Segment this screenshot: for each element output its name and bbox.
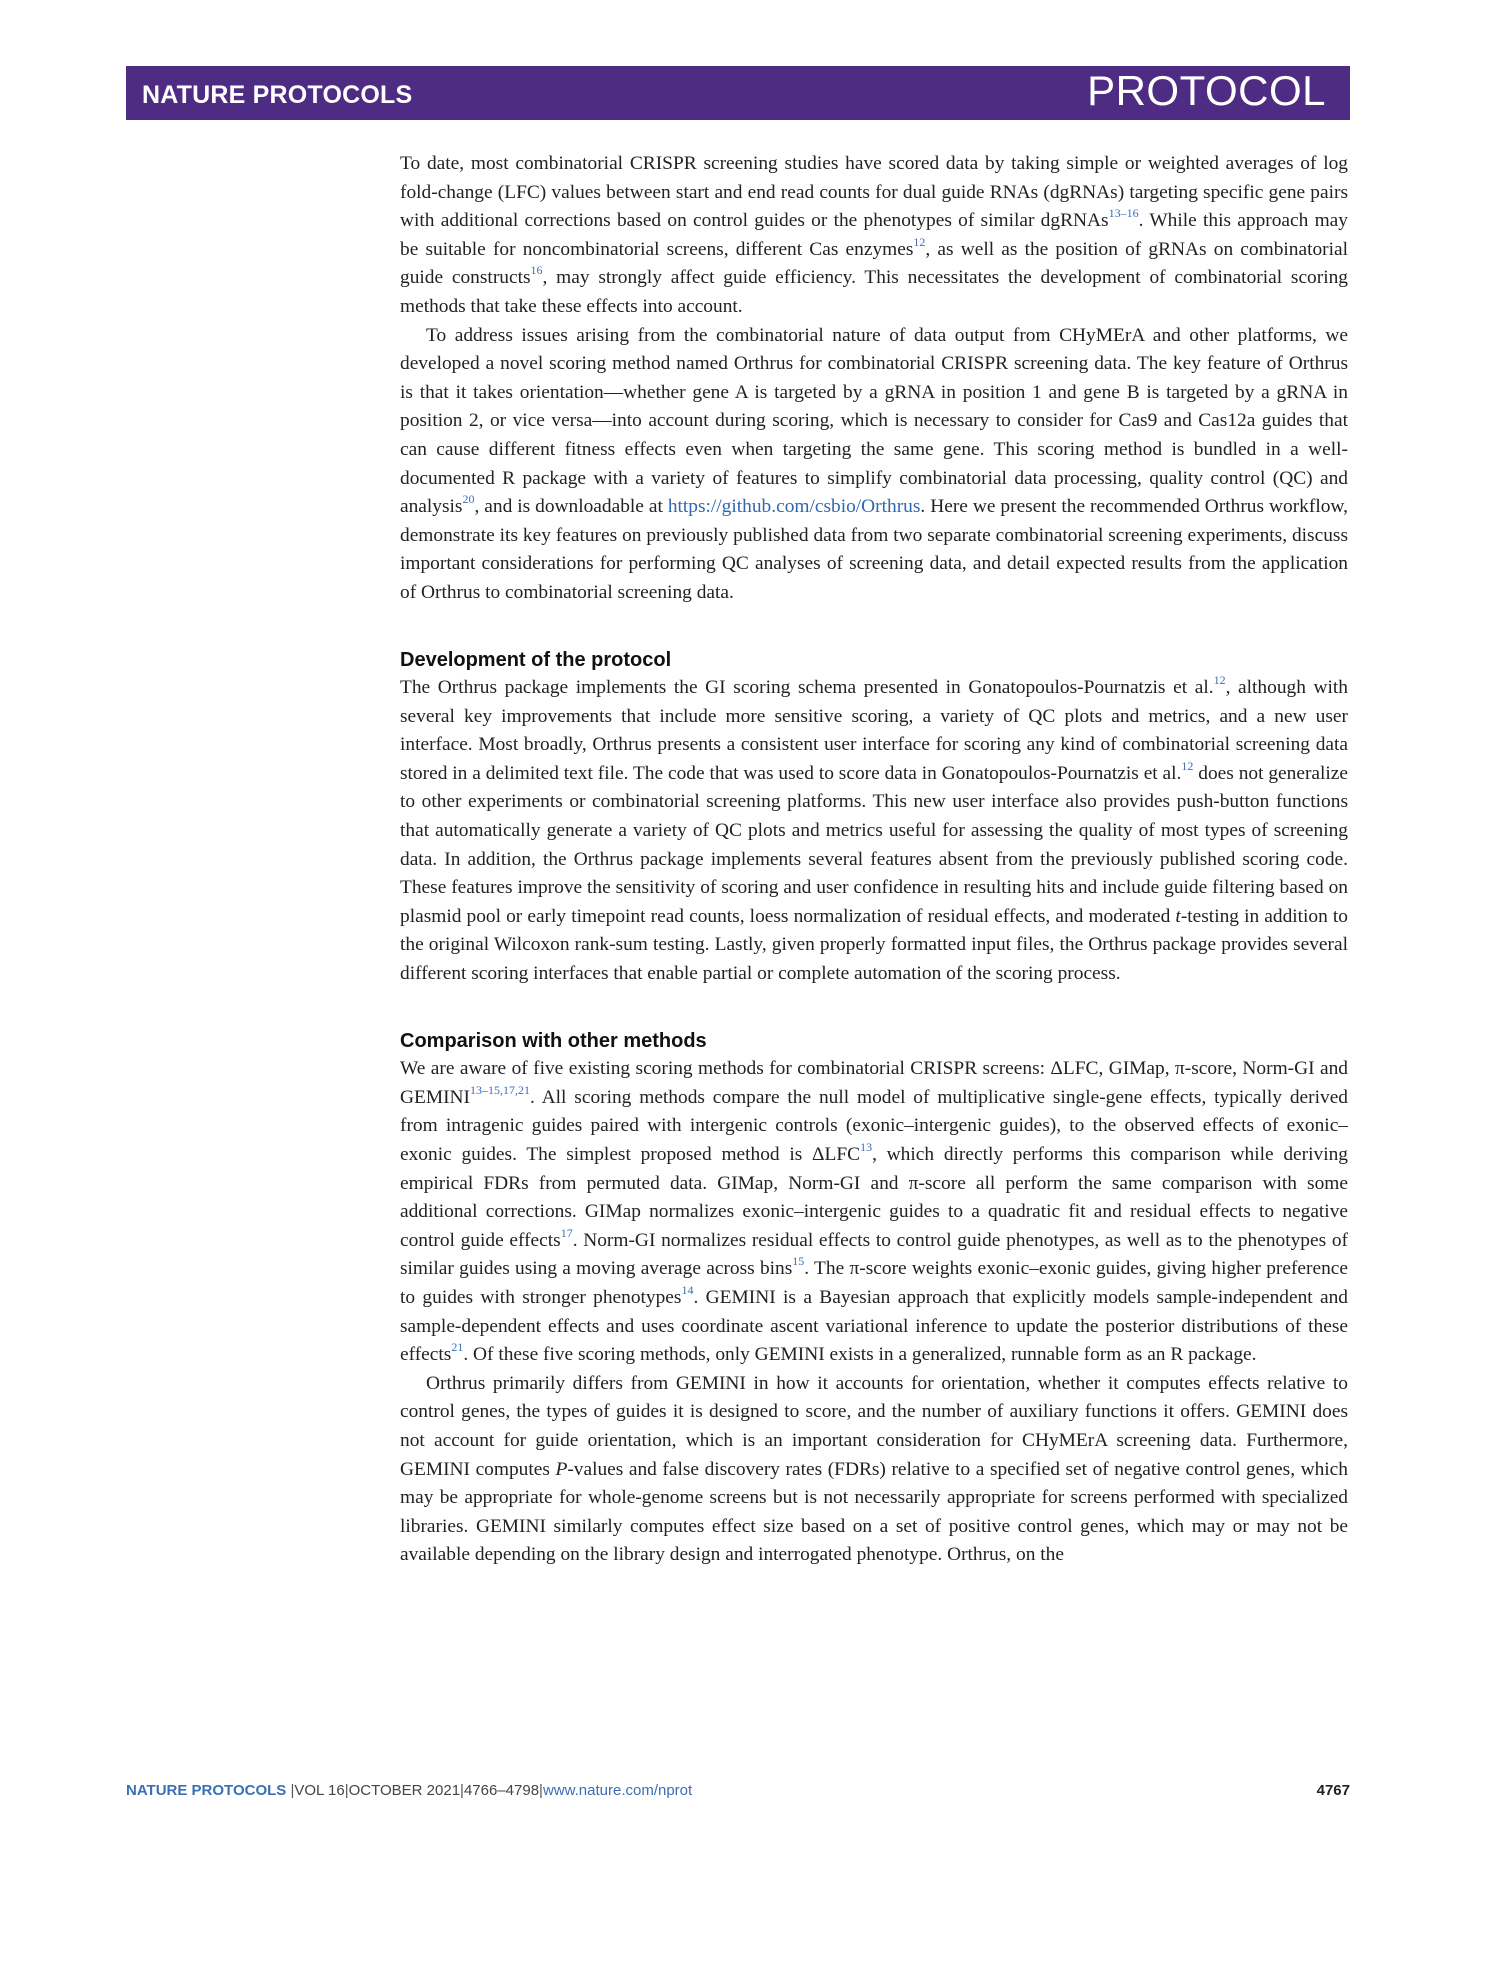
citation-ref[interactable]: 14 xyxy=(681,1282,694,1297)
paragraph-comparison: We are aware of five existing scoring methods for combinatorial CRISPR screens: ΔLFC, GIMap, π-score, Norm-GI and GEMINI$^{13-15,17,21}$. All scoring methods compare the null model of multiplicative single-gene effects, typically derived from intragenic guides paired with intergenic controls (exonic–intergenic guides), to the observed effects of exonic–exonic guides. The simplest proposed method is ΔLFC$^{13}$, which directly performs this comparison while deriving empirical FDRs from permuted data. GIMap, Norm-GI and π-score all perform the same comparison with some additional corrections. GIMap normalizes exonic–intergenic guides to a quadratic fit and residual effects to negative control guide effects$^{17}$. Norm-GI normalizes residual effects to control guide phenotypes, as well as to the phenotypes of similar guides using a moving average across bins$^{15}$. The π-score weights exonic–exonic guides, giving higher preference to guides with stronger phenotypes$^{14}$. GEMINI is a Bayesian approach that explicitly models sample-independent and sample-dependent effects and uses coordinate ascent variational inference to update the posterior distributions of these effects$^{21}$. Of these five scoring methods, only GEMINI exists in a generalized, runnable form as an R package. xyxy=(400,1058,1349,1366)
footer-volume: VOL 16 xyxy=(294,1782,345,1799)
citation-ref[interactable]: 15 xyxy=(792,1254,805,1269)
page-footer: NATURE PROTOCOLS |VOL 16|OCTOBER 2021|4766–4798|www.nature.com/nprot 4767 xyxy=(126,1782,1350,1799)
article-body xyxy=(400,150,1348,1570)
citation-ref[interactable]: 16 xyxy=(530,263,543,278)
page-number: 4767 xyxy=(1316,1782,1350,1799)
citation-ref[interactable]: 21 xyxy=(451,1340,464,1355)
footer-journal: NATURE PROTOCOLS xyxy=(126,1782,287,1799)
section-heading-comparison: Comparison with other methods xyxy=(400,1029,707,1052)
article-type: PROTOCOL xyxy=(1087,67,1326,114)
paragraph-development: The Orthrus package implements the GI scoring schema presented in Gonatopoulos-Pournatzis et al.$^{12}$, although with several key improvements that include more sensitive scoring, a variety of QC plots and metrics, and a new user interface. Most broadly, Orthrus presents a consistent user interface for scoring any kind of combinatorial screening data stored in a delimited text file. The code that was used to score data in Gonatopoulos-Pournatzis et al.$^{12}$ does not generalize to other experiments or combinatorial screening platforms. This new user interface also provides push-button functions that automatically generate a variety of QC plots and metrics useful for assessing the quality of most types of screening data. In addition, the Orthrus package implements several features absent from the previously published scoring code. These features improve the sensitivity of scoring and user confidence in resulting hits and include guide filtering based on plasmid pool or early timepoint read counts, loess normalization of residual effects, and moderated t-testing in addition to the original Wilcoxon rank-sum testing. Lastly, given properly formatted input files, the Orthrus package provides several different scoring interfaces that enable partial or complete automation of the scoring process. xyxy=(400,673,1349,985)
citation-ref[interactable]: 12 xyxy=(913,234,926,249)
paragraph-gemini: Orthrus primarily differs from GEMINI in how it accounts for orientation, whether it computes effects relative to control genes, the types of guides it is designed to score, and the number of auxiliary functions it offers. GEMINI does not account for guide orientation, which is an important consideration for CHyMErA screening data. Furthermore, GEMINI computes P-values and false discovery rates (FDRs) relative to a specified set of negative control genes, which may be appropriate for whole-genome screens but is not necessarily appropriate for screens performed with specialized libraries. GEMINI similarly computes effect size based on a set of positive control genes, which may or may not be available depending on the library design and interrogated phenotype. Orthrus, on the xyxy=(400,1372,1348,1566)
journal-header-bar xyxy=(126,66,1350,120)
citation-ref[interactable]: 17 xyxy=(560,1225,573,1240)
github-link[interactable]: https://github.com/csbio/Orthrus xyxy=(667,496,921,518)
citation-ref[interactable]: 13–16 xyxy=(1108,206,1139,221)
citation-ref[interactable]: 13–15,17,21 xyxy=(470,1082,531,1097)
citation-ref[interactable]: 12 xyxy=(1181,758,1194,773)
citation-ref[interactable]: 12 xyxy=(1213,673,1226,688)
citation-ref[interactable]: 20 xyxy=(462,492,475,507)
footer-date: OCTOBER 2021 xyxy=(348,1782,461,1799)
journal-name: NATURE PROTOCOLS xyxy=(142,81,413,109)
footer-pages: 4766–4798 xyxy=(463,1782,540,1799)
paragraph-orthrus: To address issues arising from the combinatorial nature of data output from CHyMErA and other platforms, we developed a novel scoring method named Orthrus for combinatorial CRISPR screening data. The key feature of Orthrus is that it takes orientation—whether gene A is targeted by a gRNA in position 1 and gene B is targeted by a gRNA in position 2, or vice versa—into account during scoring, which is necessary to consider for Cas9 and Cas12a guides that can cause different fitness effects even when targeting the same gene. This scoring method is bundled in a well-documented R package with a variety of features to simplify combinatorial data processing, quality control (QC) and analysis$^{20}$, and is downloadable at https://github.com/csbio/Orthrus. Here we present the recommended Orthrus workflow, demonstrate its key features on previously published data from two separate combinatorial screening experiments, discuss important considerations for performing QC analyses of screening data, and detail expected results from the application of Orthrus to combinatorial screening data. xyxy=(400,324,1348,603)
paragraph-intro: To date, most combinatorial CRISPR screening studies have scored data by taking simple or weighted averages of log fold-change (LFC) values between start and end read counts for dual guide RNAs (dgRNAs) targeting specific gene pairs with additional corrections based on control guides or the phenotypes of similar dgRNAs$^{13-16}$. While this approach may be suitable for noncombinatorial screens, different Cas enzymes$^{12}$, as well as the position of gRNAs on combinatorial guide constructs$^{16}$, may strongly affect guide efficiency. This necessitates the development of combinatorial scoring methods that take these effects into account. xyxy=(400,153,1348,317)
citation-ref[interactable]: 13 xyxy=(860,1140,873,1154)
footer-url-link[interactable]: www.nature.com/nprot xyxy=(542,1782,693,1799)
section-heading-development: Development of the protocol xyxy=(400,648,672,671)
